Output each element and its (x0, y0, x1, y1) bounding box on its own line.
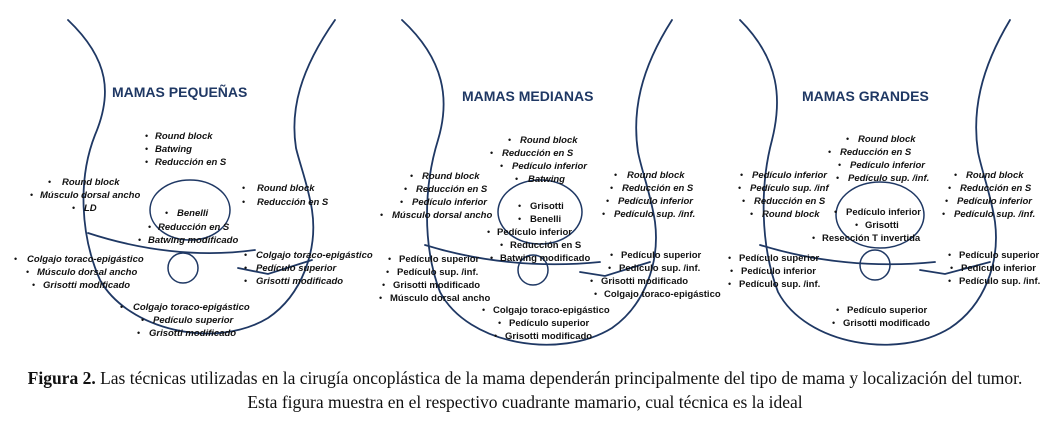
svg-text:•: • (518, 214, 522, 224)
technique-label: Pedículo sup. /inf. (397, 267, 479, 278)
technique-label: Pedículo sup. /inf. (848, 173, 930, 184)
technique-group (728, 253, 820, 290)
technique-label: Round block (520, 135, 578, 146)
svg-text:•: • (614, 170, 618, 180)
technique-label: Batwing modificado (148, 235, 239, 246)
svg-text:•: • (728, 279, 732, 289)
panel-large (728, 20, 1040, 345)
technique-label: Round block (257, 183, 315, 194)
svg-text:•: • (812, 233, 816, 243)
svg-text:•: • (242, 197, 246, 207)
technique-label: Reducción en S (257, 197, 329, 208)
technique-label: Reducción en S (158, 222, 230, 233)
technique-label: Round block (966, 170, 1024, 181)
svg-text:•: • (494, 331, 498, 341)
panel-medium (379, 20, 721, 345)
technique-group (380, 171, 492, 221)
svg-text:•: • (836, 173, 840, 183)
technique-label: Colgajo toraco-epigástico (133, 302, 250, 313)
technique-group (482, 305, 610, 342)
technique-label: Pedículo inferior (512, 161, 587, 172)
technique-label: Músculo dorsal ancho (392, 210, 493, 221)
technique-label: Reducción en S (510, 240, 582, 251)
technique-label: Round block (627, 170, 685, 181)
technique-label: LD (84, 203, 97, 214)
technique-group (487, 201, 590, 264)
svg-text:•: • (948, 276, 952, 286)
svg-text:•: • (386, 267, 390, 277)
technique-group (242, 183, 329, 208)
technique-group (244, 250, 373, 287)
technique-label: Round block (762, 209, 820, 220)
technique-group (738, 170, 829, 220)
svg-text:•: • (508, 135, 512, 145)
technique-label: Pedículo inferior (497, 227, 572, 238)
technique-label: Pedículo superior (153, 315, 234, 326)
svg-text:•: • (590, 276, 594, 286)
technique-group (14, 254, 144, 291)
svg-text:•: • (742, 196, 746, 206)
svg-text:•: • (832, 318, 836, 328)
figure-caption (20, 366, 1030, 414)
technique-label: Reducción en S (960, 183, 1032, 194)
technique-group (832, 305, 930, 329)
svg-text:•: • (148, 222, 152, 232)
svg-text:•: • (855, 220, 859, 230)
technique-label: Pedículo inferior (850, 160, 925, 171)
svg-text:•: • (594, 289, 598, 299)
panel-title-small: MAMAS PEQUEÑAS (112, 84, 248, 100)
svg-text:•: • (14, 254, 18, 264)
svg-text:•: • (846, 134, 850, 144)
svg-text:•: • (72, 203, 76, 213)
technique-label: Pedículo superior (509, 318, 590, 329)
technique-group (30, 177, 140, 214)
technique-group (948, 250, 1040, 287)
technique-label: Músculo dorsal ancho (37, 267, 138, 278)
technique-label: Pedículo inferior (741, 266, 816, 277)
technique-label: Pedículo sup. /inf. (619, 263, 701, 274)
technique-label: Pedículo inferior (957, 196, 1032, 207)
svg-text:•: • (606, 196, 610, 206)
technique-label: Grisotti modificado (505, 331, 593, 342)
svg-text:•: • (500, 240, 504, 250)
technique-label: Pedículo inferior (412, 197, 487, 208)
svg-text:•: • (382, 280, 386, 290)
technique-label: Grisotti modificado (43, 280, 131, 291)
technique-label: Batwing modificado (500, 253, 591, 264)
svg-text:•: • (242, 183, 246, 193)
technique-label: Grisotti (530, 201, 564, 212)
technique-label: Reducción en S (840, 147, 912, 158)
svg-text:•: • (410, 171, 414, 181)
technique-group (138, 208, 238, 246)
technique-label: Batwing (528, 174, 565, 185)
technique-label: Músculo dorsal ancho (390, 293, 491, 304)
svg-text:•: • (138, 235, 142, 245)
technique-label: Colgajo toraco-epigástico (493, 305, 610, 316)
technique-label: Round block (155, 131, 213, 142)
technique-label: Pedículo sup. /inf. (614, 209, 696, 220)
svg-text:•: • (750, 209, 754, 219)
svg-text:•: • (137, 328, 141, 338)
technique-label: Pedículo superior (739, 253, 820, 264)
technique-label: Reducción en S (502, 148, 574, 159)
svg-text:•: • (610, 183, 614, 193)
svg-text:•: • (834, 207, 838, 217)
technique-label: Round block (62, 177, 120, 188)
technique-label: Colgajo toraco-epigástico (27, 254, 144, 265)
svg-text:•: • (945, 196, 949, 206)
svg-text:•: • (500, 161, 504, 171)
technique-group (812, 207, 921, 244)
svg-text:•: • (602, 209, 606, 219)
technique-label: Músculo dorsal ancho (40, 190, 141, 201)
technique-group (120, 302, 250, 339)
svg-text:•: • (165, 208, 169, 218)
svg-text:•: • (244, 250, 248, 260)
technique-label: Pedículo sup. /inf. (954, 209, 1036, 220)
svg-text:•: • (48, 177, 52, 187)
technique-label: Pedículo superior (959, 250, 1040, 261)
svg-text:•: • (740, 170, 744, 180)
svg-text:•: • (26, 267, 30, 277)
technique-label: Reducción en S (416, 184, 488, 195)
svg-text:•: • (515, 174, 519, 184)
caption-label: Figura 2. (27, 368, 96, 388)
svg-text:•: • (380, 210, 384, 220)
panel-title-medium: MAMAS MEDIANAS (462, 88, 594, 104)
technique-label: Grisotti modificado (149, 328, 237, 339)
svg-text:•: • (404, 184, 408, 194)
svg-text:•: • (836, 305, 840, 315)
technique-label: Pedículo inferior (961, 263, 1036, 274)
svg-text:•: • (728, 253, 732, 263)
panel-small (14, 20, 373, 339)
svg-text:•: • (244, 276, 248, 286)
technique-label: Colgajo toraco-epigástico (604, 289, 721, 300)
svg-text:•: • (948, 183, 952, 193)
svg-text:•: • (490, 148, 494, 158)
svg-text:•: • (244, 263, 248, 273)
technique-label: Pedículo superior (621, 250, 702, 261)
technique-label: Grisotti modificado (601, 276, 689, 287)
svg-text:•: • (730, 266, 734, 276)
technique-label: Pedículo sup. /inf. (739, 279, 821, 290)
svg-text:•: • (950, 263, 954, 273)
svg-text:•: • (490, 253, 494, 263)
svg-text:•: • (379, 293, 383, 303)
technique-group (145, 131, 227, 168)
svg-text:•: • (954, 170, 958, 180)
technique-label: Pedículo inferior (752, 170, 827, 181)
technique-label: Round block (422, 171, 480, 182)
svg-text:•: • (482, 305, 486, 315)
svg-text:•: • (610, 250, 614, 260)
svg-text:•: • (828, 147, 832, 157)
technique-label: Pedículo superior (256, 263, 337, 274)
technique-group (490, 135, 588, 185)
svg-text:•: • (145, 157, 149, 167)
technique-label: Colgajo toraco-epigástico (256, 250, 373, 261)
panel-title-large: MAMAS GRANDES (802, 88, 929, 104)
technique-label: Pedículo inferior (618, 196, 693, 207)
technique-label: Round block (858, 134, 916, 145)
svg-text:•: • (145, 131, 149, 141)
svg-text:•: • (518, 201, 522, 211)
technique-label: Benelli (177, 208, 209, 219)
svg-text:•: • (120, 302, 124, 312)
nipple-small (168, 253, 198, 283)
svg-text:•: • (388, 254, 392, 264)
svg-text:•: • (145, 144, 149, 154)
svg-text:•: • (838, 160, 842, 170)
technique-label: Pedículo sup. /inf. (959, 276, 1041, 287)
technique-label: Reducción en S (622, 183, 694, 194)
svg-text:•: • (948, 250, 952, 260)
technique-label: Pedículo inferior (846, 207, 921, 218)
technique-label: Benelli (530, 214, 562, 225)
technique-label: Grisotti modificado (393, 280, 481, 291)
svg-text:•: • (738, 183, 742, 193)
technique-group (828, 134, 929, 184)
technique-label: Reducción en S (155, 157, 227, 168)
technique-label: Reducción en S (754, 196, 826, 207)
technique-label: Pedículo superior (399, 254, 480, 265)
svg-text:•: • (498, 318, 502, 328)
svg-text:•: • (30, 190, 34, 200)
technique-label: Grisotti modificado (256, 276, 344, 287)
caption-text: Las técnicas utilizadas en la cirugía oncoplástica de la mama dependerán principalmente del tipo de mama y localización del tumor. Esta figura muestra en el respectivo cuadrante mamario, cual técnica es la ideal (95, 368, 1023, 412)
technique-label: Batwing (155, 144, 192, 155)
technique-label: Grisotti (865, 220, 899, 231)
svg-text:•: • (32, 280, 36, 290)
technique-label: Grisotti modificado (843, 318, 931, 329)
technique-label: Pedículo sup. /inf (750, 183, 829, 194)
svg-text:•: • (141, 315, 145, 325)
technique-label: Resección T invertida (822, 233, 921, 244)
svg-text:•: • (400, 197, 404, 207)
svg-text:•: • (608, 263, 612, 273)
svg-text:•: • (942, 209, 946, 219)
svg-text:•: • (487, 227, 491, 237)
technique-label: Pedículo superior (847, 305, 928, 316)
